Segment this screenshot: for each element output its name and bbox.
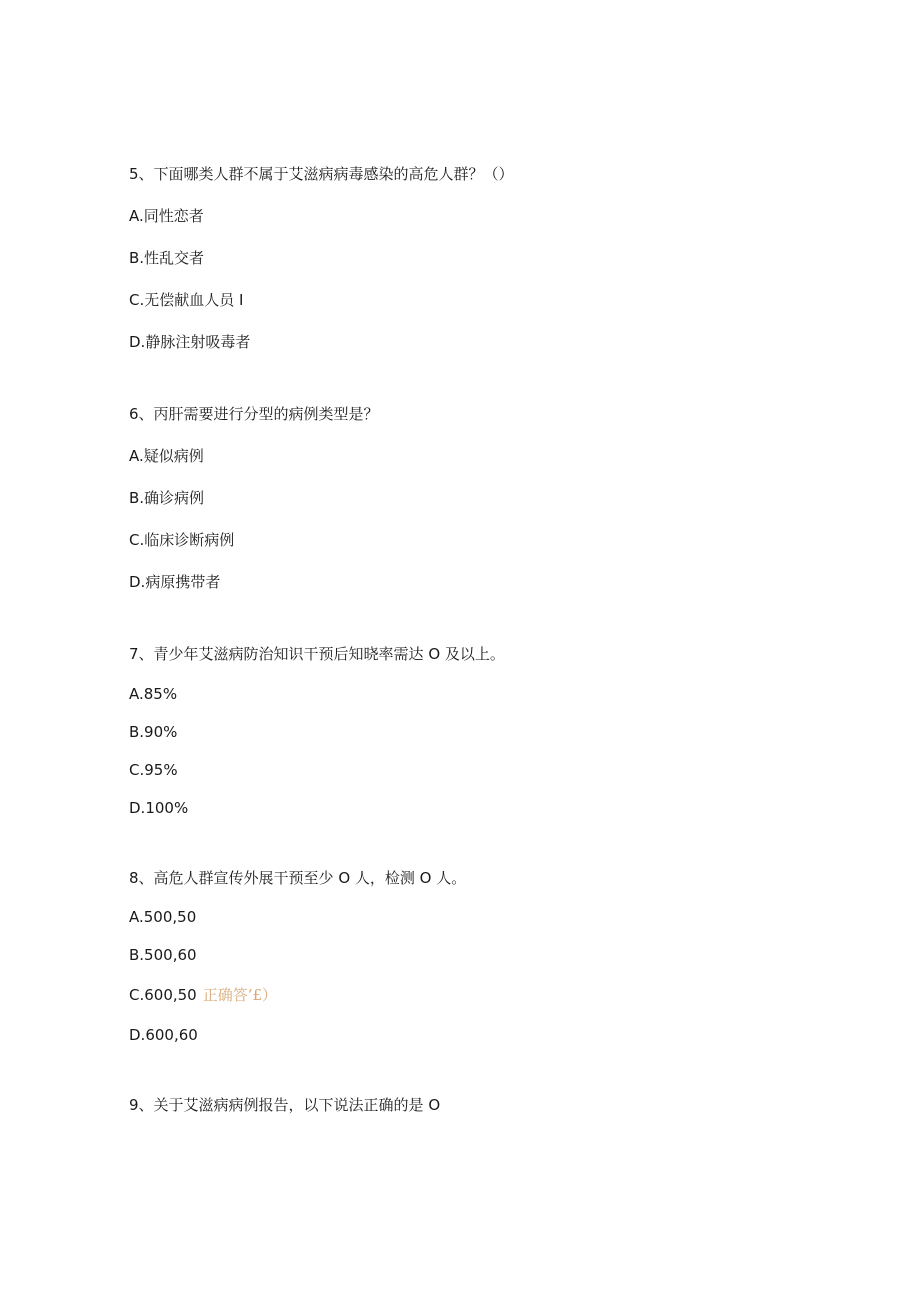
- question-7-option-a: A.85%: [129, 685, 178, 703]
- question-5-option-d: D.静脉注射吸毒者: [129, 333, 251, 351]
- question-6-stem: 6、丙肝需要进行分型的病例类型是？: [129, 405, 379, 423]
- question-7-option-b: B.90%: [129, 723, 178, 741]
- question-8-option-c-row: [129, 985, 277, 1005]
- question-7-stem: 7、青少年艾滋病防治知识干预后知晓率需达 O 及以上。: [129, 645, 505, 663]
- question-6-option-b: B.确诊病例: [129, 489, 205, 507]
- question-8-stem: 8、高危人群宣传外展干预至少 O 人，检测 O 人。: [129, 869, 467, 887]
- question-5-option-a: A.同性恋者: [129, 207, 204, 225]
- question-8-option-a: A.500,50: [129, 908, 197, 926]
- question-8-option-c: C.600,50: [129, 986, 197, 1004]
- question-8-option-b: B.500,60: [129, 946, 197, 964]
- question-8-option-d: D.600,60: [129, 1026, 198, 1044]
- question-5-option-b: B.性乱交者: [129, 249, 205, 267]
- question-6-option-c: C.临床诊断病例: [129, 531, 235, 549]
- question-6-option-d: D.病原携带者: [129, 573, 221, 591]
- question-6-option-a: A.疑似病例: [129, 447, 204, 465]
- question-5-stem: 5、下面哪类人群不属于艾滋病病毒感染的高危人群？（）: [129, 165, 514, 183]
- answer-note: 正确答’£）: [202, 986, 278, 1004]
- question-7-option-d: D.100%: [129, 799, 189, 817]
- question-9-stem: 9、关于艾滋病病例报告，以下说法正确的是 O: [129, 1096, 441, 1114]
- question-7-option-c: C.95%: [129, 761, 178, 779]
- question-5-option-c: C.无偿献血人员 I: [129, 291, 244, 309]
